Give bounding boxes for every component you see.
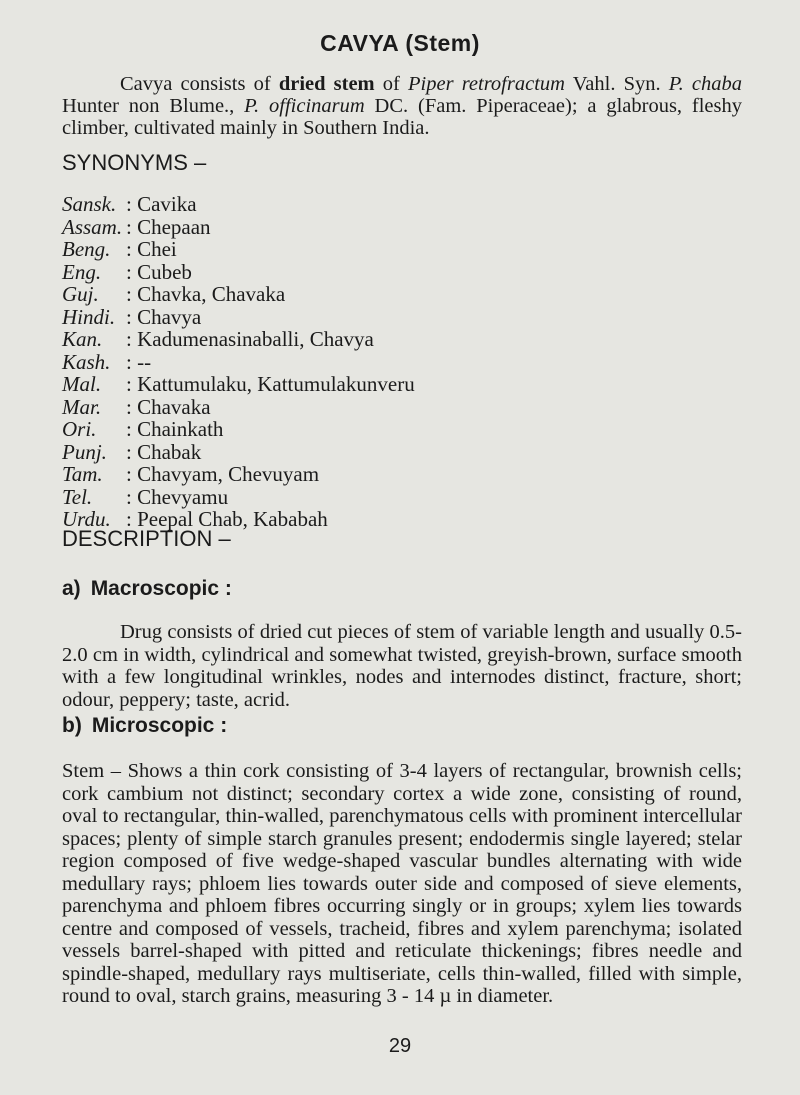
synonym-row — [62, 261, 742, 284]
synonym-value: : Kattumulaku, Kattumulakunveru — [126, 372, 415, 396]
synonym-language: Hindi. — [62, 304, 116, 329]
synonym-language: Eng. — [62, 259, 102, 284]
synonym-row — [62, 351, 742, 374]
synonym-value: : -- — [126, 349, 152, 374]
synonym-value: : Peepal Chab, Kababah — [126, 507, 328, 531]
synonym-value: : Chavyam, Chevuyam — [126, 462, 320, 486]
synonym-value: : Cubeb — [126, 259, 192, 284]
synonym-value: : Chavaka — [126, 394, 211, 419]
synonym-species-2: P. officinarum — [244, 95, 365, 117]
macroscopic-marker: a) — [62, 577, 81, 600]
synonym-language: Beng. — [62, 237, 111, 261]
synonym-value: : Chavka, Chavaka — [126, 282, 286, 306]
synonym-value: : Kadumenasinaballi, Chavya — [126, 327, 374, 351]
synonym-value: : Chei — [126, 237, 177, 261]
intro-paragraph — [62, 73, 742, 139]
synonyms-heading: SYNONYMS – — [62, 150, 207, 175]
synonym-language: Assam. — [62, 214, 123, 239]
intro-text-5: DC. (Fam. Piperaceae); a glabrous, fleshy climber, cultivated mainly in Southern India. — [62, 95, 743, 139]
macroscopic-paragraph: Drug consists of dried cut pieces of stem of variable length and usually 0.5-2.0 cm in width, cylindrical and somewhat twisted, greyish-brown, surface smooth with a few longitudinal wrinkles, nodes and internodes distinct, fracture, short; odour, peppery; taste, acrid. — [62, 621, 742, 711]
microscopic-title: Microscopic : — [91, 714, 228, 737]
intro-text-4: Hunter non Blume., — [62, 95, 245, 117]
synonym-language: Tam. — [62, 462, 103, 486]
intro-bold: dried stem — [278, 73, 375, 95]
synonym-value: : Chavya — [126, 304, 202, 329]
intro-text-2: of — [374, 73, 409, 95]
macroscopic-heading — [62, 577, 232, 601]
synonym-value: : Chainkath — [126, 417, 224, 441]
synonym-language: Ori. — [62, 417, 97, 441]
synonym-row — [62, 441, 742, 464]
synonym-value: : Chabak — [126, 439, 202, 464]
macroscopic-title: Macroscopic : — [90, 577, 232, 600]
synonym-species-1: P. chaba — [668, 73, 743, 95]
intro-lead: Cavya consists of — [120, 73, 279, 95]
synonym-language: Kash. — [62, 349, 111, 374]
synonym-row — [62, 216, 742, 239]
synonym-row — [62, 486, 742, 509]
synonym-row — [62, 418, 742, 441]
synonym-row — [62, 238, 742, 261]
synonym-value: : Chevyamu — [126, 484, 229, 509]
synonym-language: Urdu. — [62, 507, 111, 531]
microscopic-marker: b) — [62, 714, 82, 737]
synonym-row — [62, 463, 742, 486]
synonym-language: Punj. — [62, 439, 107, 464]
microscopic-text: – Shows a thin cork consisting of 3-4 layers of rectangular, brownish cells; cork cambium not distinct; secondary cortex a wide zone, consisting of round, oval to rectangular, thin-walled, parenchymatous cells with prominent intercellular spaces; plenty of simple starch granules present; endodermis single layered; stelar region composed of five wedge-shaped vascular bundles alternating with wide medullary rays; phloem lies towards outer side and composed of sieve elements, parenchyma and phloem fibres occurring singly or in groups; xylem lies towards centre and composed of vessels, tracheid, fibres and xylem parenchyma; isolated vessels barrel-shaped with pitted and reticulate thickenings; fibres needle and spindle-shaped, medullary rays multiseriate, cells thin-walled, filled with simple, round to oval, starch grains, measuring 3 - 14 µ in diameter. — [62, 760, 742, 1007]
synonym-language: Guj. — [62, 282, 99, 306]
description-heading: DESCRIPTION – — [62, 526, 231, 551]
page-title: CAVYA (Stem) — [320, 30, 480, 56]
synonym-row — [62, 396, 742, 419]
stem-label: Stem — [62, 760, 105, 782]
synonym-language: Mal. — [62, 372, 102, 396]
synonym-row — [62, 373, 742, 396]
page-number: 29 — [388, 1035, 412, 1057]
synonym-row — [62, 328, 742, 351]
synonyms-list — [62, 193, 742, 531]
synonym-row — [62, 193, 742, 216]
microscopic-heading — [62, 714, 227, 738]
species-name: Piper retrofractum — [408, 73, 565, 95]
synonym-row — [62, 306, 742, 329]
synonym-value: : Chepaan — [126, 214, 211, 239]
synonym-language: Sansk. — [62, 192, 117, 216]
intro-text-3: Vahl. Syn. — [564, 73, 669, 95]
microscopic-paragraph — [62, 760, 742, 1008]
synonym-language: Kan. — [62, 327, 103, 351]
synonym-language: Mar. — [62, 394, 102, 419]
synonym-value: : Cavika — [126, 192, 197, 216]
synonym-row — [62, 283, 742, 306]
synonym-language: Tel. — [62, 484, 93, 509]
